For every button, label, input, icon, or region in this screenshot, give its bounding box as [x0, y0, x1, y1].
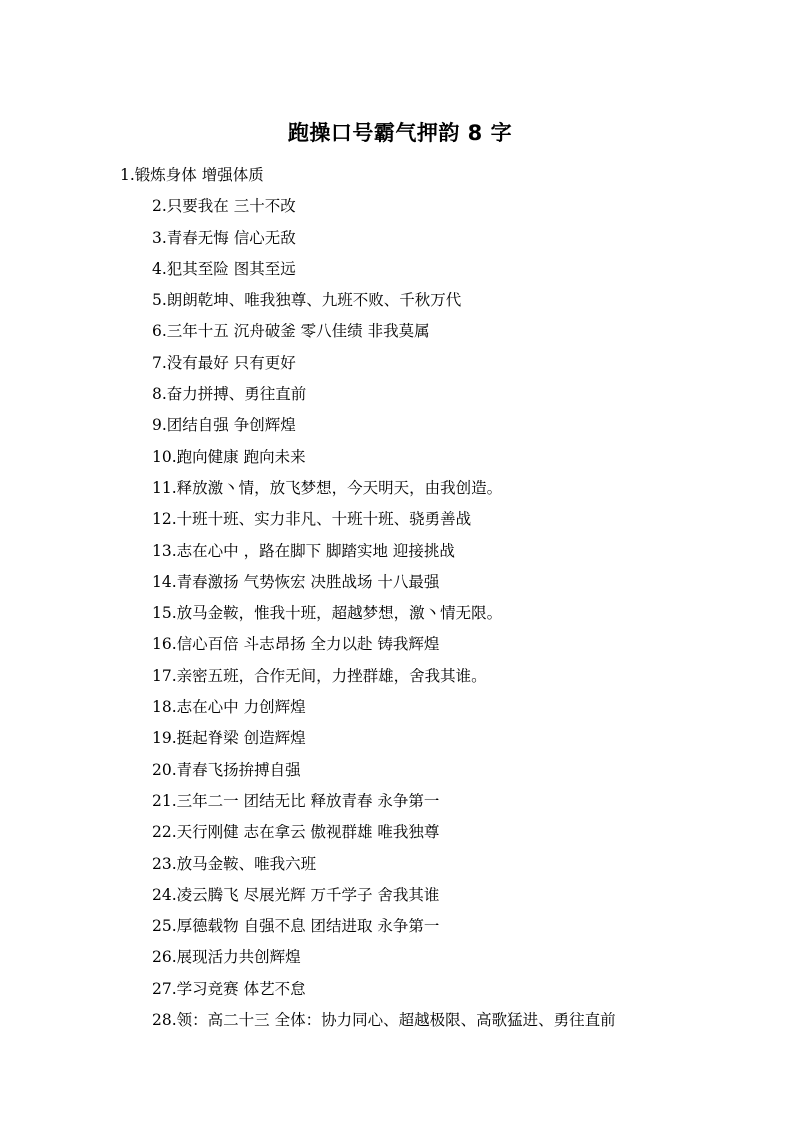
list-item: 13.志在心中 ，路在脚下 脚踏实地 迎接挑战: [152, 541, 455, 560]
list-item: 3.青春无悔 信心无敌: [152, 228, 296, 247]
list-item: 6.三年十五 沉舟破釜 零八佳绩 非我莫属: [152, 322, 430, 341]
list-item: 19.挺起脊梁 创造辉煌: [152, 729, 306, 748]
list-item: 21.三年二一 团结无比 释放青春 永争第一: [152, 791, 440, 810]
document-title: 跑操口号霸气押韵 8 字: [287, 121, 513, 145]
list-item: 2.只要我在 三十不改: [152, 197, 296, 216]
list-item: 5.朗朗乾坤、唯我独尊、九班不败、千秋万代: [152, 291, 462, 310]
list-item: 25.厚德载物 自强不息 团结进取 永争第一: [152, 917, 440, 936]
list-item: 8.奋力拼搏、勇往直前: [152, 385, 307, 404]
list-item: 20.青春飞扬拚搏自强: [152, 760, 301, 779]
list-item: 7.没有最好 只有更好: [152, 353, 296, 372]
list-item: 14.青春激扬 气势恢宏 决胜战场 十八最强: [152, 572, 440, 591]
list-item: 23.放马金鞍、唯我六班: [152, 854, 317, 873]
list-item: 4.犯其至险 图其至远: [152, 259, 296, 278]
list-item: 17.亲密五班，合作无间，力挫群雄，舍我其谁。: [152, 666, 487, 685]
list-item: 1.锻炼身体 增强体质: [120, 166, 264, 184]
list-item: 10.跑向健康 跑向未来: [152, 447, 306, 466]
list-item: 27.学习竞赛 体艺不怠: [152, 979, 306, 998]
list-item: 24.凌云腾飞 尽展光辉 万千学子 舍我其谁: [152, 885, 440, 904]
list-item: 28.领：高二十三 全体：协力同心、超越极限、高歌猛进、勇往直前: [152, 1011, 616, 1030]
list-item: 18.志在心中 力创辉煌: [152, 698, 306, 717]
list-item: 12.十班十班、实力非凡、十班十班、骁勇善战: [152, 510, 472, 529]
list-item: 22.天行刚健 志在拿云 傲视群雄 唯我独尊: [152, 823, 440, 842]
list-item: 16.信心百倍 斗志昂扬 全力以赴 铸我辉煌: [152, 635, 440, 654]
list-item: 26.展现活力共创辉煌: [152, 948, 301, 967]
list-item: 15.放马金鞍，惟我十班，超越梦想，激丶情无限。: [152, 604, 503, 623]
list-item: 9.团结自强 争创辉煌: [152, 416, 296, 435]
slogan-list: [0, 160, 800, 1036]
list-item: 11.释放激丶情，放飞梦想，今天明天，由我创造。: [152, 478, 503, 497]
